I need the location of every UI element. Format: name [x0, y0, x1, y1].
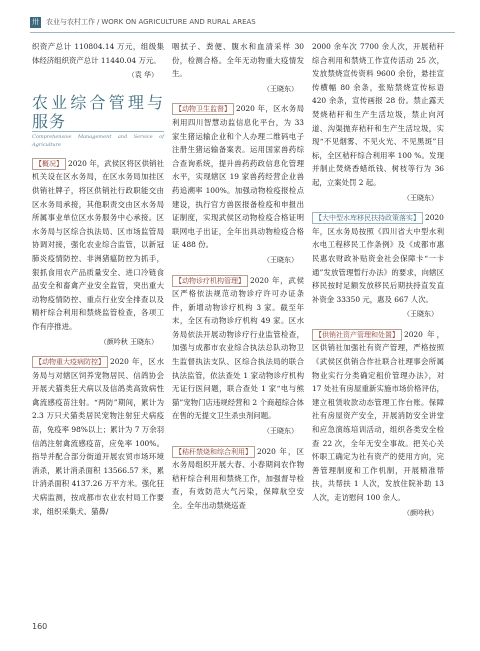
- article-body: 2020 年，区水务局组织开展大春、小春期间农作物秸秆综合利用和禁烧工作，加强督导检查，有效防范大气污染，保障航空安全。全年出动禁烧巡查: [172, 446, 304, 510]
- article-heading: 【概况】: [32, 158, 66, 170]
- author-credit: （王晓东）: [403, 193, 438, 202]
- section-title: 农业综合管理与服务: [32, 92, 164, 131]
- book-logo-icon: 卅: [32, 18, 39, 26]
- article-heading: 【秸秆禁烧和综合利用】: [172, 446, 255, 458]
- author-credit: （颜吟秋 王晓东）: [99, 337, 158, 346]
- paragraph: 2000 余车次 7700 余人次，开展秸秆综合利用和禁烧工作宣传活动 25 次，发放禁烧宣传资料 9600 余份，悬挂宣传横幅 80 余条，张贴禁烧宣传标语 420 余条，宣传画报 28 份。禁止露天焚烧秸秆和生产生活垃圾，禁止向河道、沟渠抛弃秸秆和生产生活垃圾，实现“不见烟雾、不见火光、不见黑斑”目标，全区秸秆综合利用率 100 %。发现并制止焚烧香蜡纸钱、树枝等行为 36 起，立案处罚 2 起。: [312, 42, 444, 187]
- column-1: [32, 40, 164, 518]
- article-body: 2020 年，区水务局按照《四川省大中型水利水电工程移民工作条例》及《成都市惠民惠农财政补贴资金社会保障卡“一卡通”发放管理暂行办法》的要求，向辖区移民按时足额发放移民后期扶持直发直补资金 33350 元，惠及 667 人次。: [312, 213, 444, 304]
- article: [172, 102, 304, 252]
- article: [312, 328, 444, 505]
- header-title-en: WORK ON AGRICULTURE AND RURAL AREAS: [101, 18, 256, 26]
- article-heading: 【供销社资产管理和处置】: [312, 329, 402, 341]
- article-body: 2020 年，武侯区严格依法规范动物诊疗许可办证条件，新增动物诊疗机构 3 家。截至年末，全区有动物诊疗机构 49 家。区水务局依法开展动物诊疗行业监管检查，加强与成都市农业综合执法总队动物卫生监督执法支队、区综合执法局的联合执法监管，依法查处 1 家动物诊疗机构无证行医问题，联合查处 1 家“电与熊猫”宠物门店违规经营和 2 个商超综合体在售的无提文卫生杀虫剂问题。: [172, 275, 304, 421]
- article-heading: 【动物卫生监督】: [172, 103, 234, 115]
- column-3: [312, 40, 444, 526]
- article-heading: 【动物诊疗机构管理】: [172, 275, 248, 287]
- author-credit: （王晓东）: [403, 310, 438, 319]
- article: [172, 445, 304, 513]
- column-2: [172, 40, 304, 513]
- author-credit: （颜吟秋）: [403, 508, 438, 517]
- section-heading: [32, 93, 164, 149]
- article-body: 2020 年，武侯区将区供销社机关设在区水务局，在区水务局加挂区供销社牌子，将区供销社行政职能交由区水务局承接，其他职责交由区水务局所属事业单位区水务服务中心承接。区水务局与区综合执法局、区市场监管局协调对接，强化农业综合监管，以新冠肺炎疫情防控、非洲猪瘟防控为抓手，狠抓食用农产品质量安全、进口冷链食品安全和畜禽产业安全监管，突出重大动物疫情防控、重点行业安全排查以及精杆综合利用和禁烧监管检查，各项工作有序推进。: [32, 158, 164, 331]
- header-title-cn: 农业与农村工作: [46, 18, 95, 26]
- header-rule: [30, 32, 455, 33]
- article-heading: 【动物重大疫病防控】: [32, 356, 108, 368]
- article-body: 2020 年，区水务局与对辖区饲养宠物居民、信鸽协会开展犬猫类狂犬病以及信鸽类高致病性禽流感疫苗注射。“两防”期间，累计为 2.3 万只犬猫类居民宠物注射狂犬病疫苗，免疫率 98%以上；累计为 7 万余羽信鸽注射禽流感疫苗，应免率 100%。指导并配合部分街道开展农贸市场环境消杀，累计消杀面积 13566.57 米，累计消杀面积 4137.26 万平方米。强化狂犬病监测，按成都市农业农村局工作要求，组织采集犬、猫鼻/: [32, 357, 164, 516]
- author-credit: （袁 华）: [127, 71, 158, 80]
- article-heading: 【大中型水库移民扶持政策落实】: [312, 212, 423, 224]
- running-header: [30, 14, 450, 30]
- header-separator: /: [97, 18, 100, 26]
- article: [32, 157, 164, 334]
- article-body: 2020 年，区水务局利用四川智慧动监信息化平台，为 33 家生猪运输企业和个人办理二维码电子注册生猪运输备案表。运用国家兽药综合查询系统，提升兽药药政信息化管理水平，实现辖区 19 家兽药经营企业兽药追溯率 100%。加强动物检疫报检点建设，执行官方兽医报备检疫和申报出证制度，实现武侯区动物检疫合格证明联网电子出证，全年出具动物检疫合格证 488 份。: [172, 104, 304, 250]
- paragraph: 织资产总计 110804.14 万元，组级集体经济组织资产总计 11440.04 万元。: [32, 42, 164, 65]
- article-body: 2020 年，区供销社加强社有资产管理，严格按照《武侯区供销合作社联合社理事会所属物业实行分类确定租价管理办法》，对 17 处社有房屋重新实施市场价格评估，建立租赁收款动态管理工作台账。保障社有房屋资产安全，开展消防安全讲堂和应急演练培训活动，组织各类安全检查 22 次，全年无安全事故。把关心关怀职工确定为社有资产的使用方向，完善管理制度和工作机制，开展精准帮扶，共帮扶 1 人次，发放住院补助 13 人次，走访慰问 100 余人。: [312, 329, 444, 502]
- author-credit: （王晓东）: [263, 255, 298, 264]
- author-credit: （王晓东）: [263, 427, 298, 436]
- paragraph: 咽拭子、粪便、腹水和血清采样 30 份，检测合格。全年无动物重大疫情发生。: [172, 42, 304, 79]
- article: [172, 274, 304, 424]
- section-subtitle: Comprehensive Management and Service of Agriculture: [32, 131, 164, 149]
- article: [32, 355, 164, 518]
- article: [312, 211, 444, 306]
- page-number: 160: [32, 622, 48, 631]
- author-credit: （王晓东）: [263, 84, 298, 93]
